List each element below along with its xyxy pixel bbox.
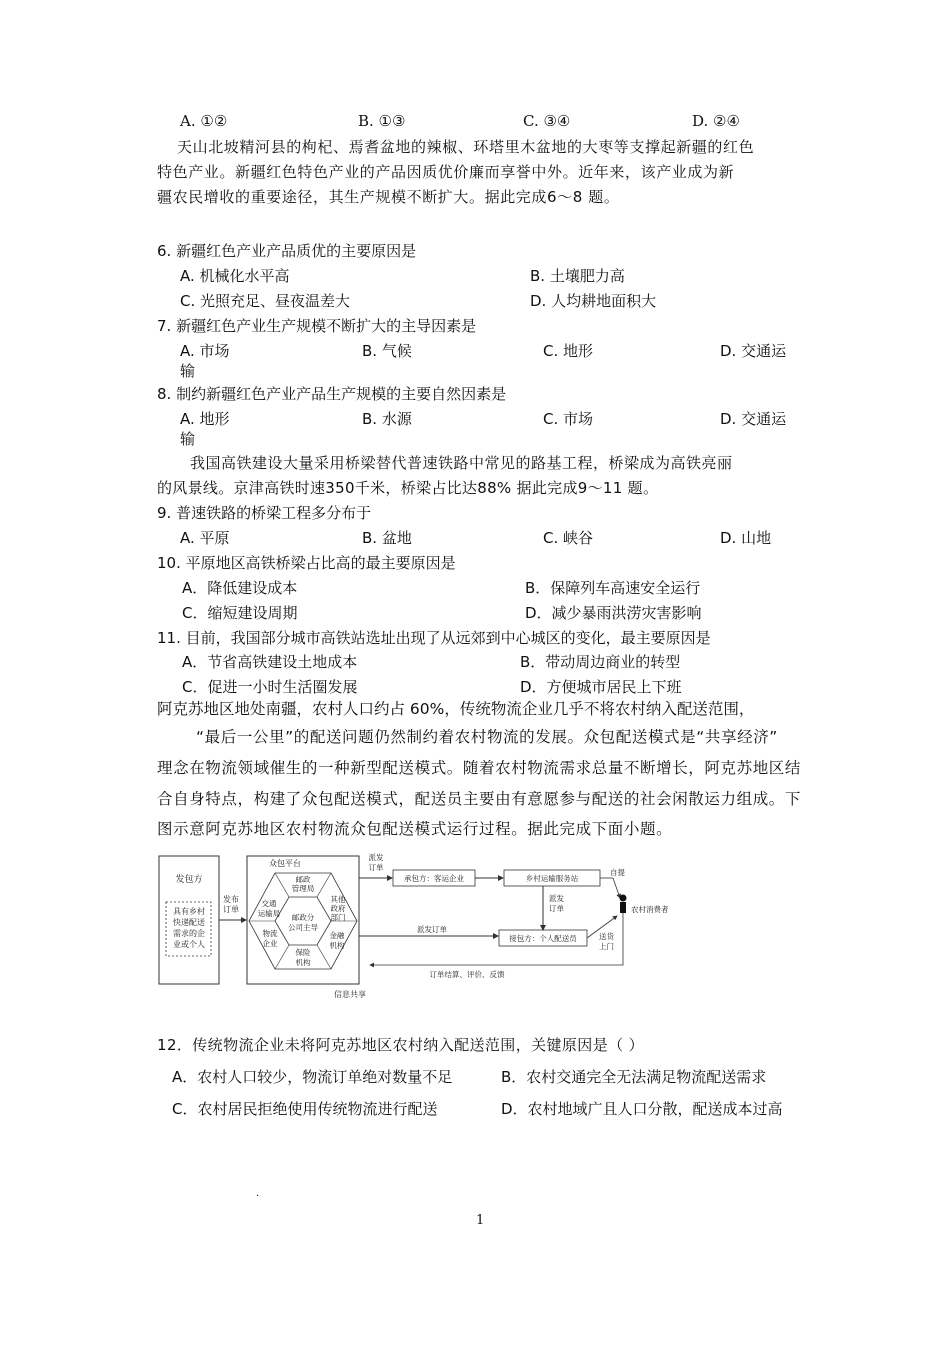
q6-option-d: D. 人均耕地面积大	[530, 292, 657, 310]
feedback-label: 订单结算、评价、反馈	[429, 970, 505, 979]
sender-desc: 需求的企	[173, 929, 205, 938]
q6-stem: 6. 新疆红色产业产品质优的主要原因是	[157, 242, 417, 260]
q9-option-c: C. 峡谷	[543, 529, 594, 547]
transport-bureau: 运输局	[257, 909, 281, 918]
passage3-line: 理念在物流领域催生的一种新型配送模式。随着农村物流需求总量不断增长，阿克苏地区结	[157, 759, 802, 777]
finance: 机构	[329, 941, 345, 950]
transport-bureau: 交通	[261, 899, 277, 908]
q7-option-a: A. 市场	[180, 342, 230, 360]
q12-stem: 12．传统物流企业未将阿克苏地区农村纳入配送范围，关键原因是（ ）	[157, 1036, 645, 1054]
insurance: 保险	[295, 948, 311, 957]
q6-option-b: B. 土壤肥力高	[530, 267, 625, 285]
consumer-icon	[620, 895, 627, 902]
q9-stem: 9. 普速铁路的桥梁工程多分布于	[157, 504, 372, 522]
sender-desc: 具有乡村	[173, 907, 205, 916]
postal-branch: 公司主导	[288, 923, 318, 932]
publish-label: 发布	[223, 895, 239, 904]
consumer-icon-body	[620, 902, 626, 913]
q8-option-a: A. 地形	[180, 410, 230, 428]
q5-option-c: C. ③④	[523, 112, 571, 130]
q9-option-d: D. 山地	[720, 529, 772, 547]
other-gov: 政府	[330, 904, 346, 913]
q12-option-c: C．农村居民拒绝使用传统物流进行配送	[172, 1100, 438, 1118]
q10-stem: 10. 平原地区高铁桥梁占比高的最主要原因是	[157, 554, 456, 572]
postal-mgmt: 管理局	[291, 884, 315, 893]
dispatch-mid-label: 订单	[549, 904, 564, 913]
self-pickup: 自提	[610, 868, 625, 877]
consumer-label: 农村消费者	[631, 905, 669, 914]
q11-option-a: A．节省高铁建设土地成本	[182, 653, 358, 671]
sender-desc: 业或个人	[173, 940, 205, 949]
sender-desc: 快递配送	[173, 918, 205, 927]
passage3-line: 阿克苏地区地处南疆，农村人口约占 60%，传统物流企业几乎不将农村纳入配送范围，	[157, 700, 755, 718]
passage3-line: 合自身特点，构建了众包配送模式，配送员主要由有意愿参与配送的社会闲散运力组成。下	[157, 790, 802, 808]
q8-option-d: D. 交通运	[720, 410, 787, 428]
q7-option-d: D. 交通运	[720, 342, 787, 360]
sender-title: 发包方	[175, 875, 203, 885]
q6-option-c: C. 光照充足、昼夜温差大	[180, 292, 351, 310]
q7-option-d-wrap: 输	[180, 362, 196, 380]
q8-stem: 8. 制约新疆红色产业产品生产规模的主要自然因素是	[157, 385, 507, 403]
passage3-line: “最后一公里”的配送问题仍然制约着农村物流的发展。众包配送模式是“共享经济”	[196, 728, 778, 746]
page-marker: .	[256, 1188, 260, 1199]
finance: 金融	[329, 931, 345, 940]
page-number: 1	[476, 1213, 485, 1228]
door-delivery: 上门	[599, 942, 614, 951]
dispatch-top-label: 派发	[368, 853, 384, 862]
logistics-co: 企业	[262, 939, 278, 948]
postal-mgmt: 邮政	[295, 875, 311, 884]
publish-label: 订单	[223, 905, 239, 914]
q8-option-d-wrap: 输	[180, 430, 196, 448]
dispatch-bottom-label: 派发订单	[417, 925, 447, 934]
postal-branch: 邮政分	[291, 913, 315, 922]
q10-option-a: A．降低建设成本	[182, 579, 298, 597]
passage2-line: 的风景线。京津高铁时速350千米，桥梁占比达88% 据此完成9～11 题。	[157, 479, 659, 497]
platform-title: 众包平台	[269, 859, 301, 868]
q12-option-a: A．农村人口较少，物流订单绝对数量不足	[172, 1068, 453, 1086]
q7-option-b: B. 气候	[362, 342, 412, 360]
q9-option-a: A. 平原	[180, 529, 230, 547]
crowdsourcing-delivery-diagram	[157, 848, 797, 1003]
q10-option-b: B．保障列车高速安全运行	[525, 579, 701, 597]
rural-station: 乡村运输服务站	[525, 874, 579, 883]
passage1-line: 疆农民增收的重要途径，其生产规模不断扩大。据此完成6～8 题。	[157, 188, 620, 206]
passage1-line: 特色产业。新疆红色特色产业的产品因质优价廉而享誉中外。近年来，该产业成为新	[157, 163, 735, 181]
q12-option-b: B．农村交通完全无法满足物流配送需求	[501, 1068, 767, 1086]
q5-option-a: A. ①②	[180, 112, 228, 130]
door-delivery: 送货	[599, 932, 614, 941]
insurance: 机构	[295, 958, 311, 967]
dispatch-top-label: 订单	[368, 863, 384, 872]
contractor-transit: 承包方：客运企业	[404, 874, 464, 883]
info-share: 信息共享	[334, 990, 366, 999]
feedback-arrow	[370, 913, 623, 965]
pickup-arrow	[613, 878, 620, 898]
other-gov: 部门	[330, 913, 346, 922]
q11-option-d: D．方便城市居民上下班	[520, 678, 682, 696]
q5-option-b: B. ①③	[358, 112, 406, 130]
q5-option-d: D. ②④	[692, 112, 740, 130]
q8-option-b: B. 水源	[362, 410, 412, 428]
dispatch-mid-label: 派发	[549, 894, 564, 903]
passage3-line: 图示意阿克苏地区农村物流众包配送模式运行过程。据此完成下面小题。	[157, 820, 673, 838]
q7-option-c: C. 地形	[543, 342, 594, 360]
q11-option-b: B．带动周边商业的转型	[520, 653, 681, 671]
q10-option-c: C．缩短建设周期	[182, 604, 298, 622]
q6-option-a: A. 机械化水平高	[180, 267, 290, 285]
q10-option-d: D．减少暴雨洪涝灾害影响	[525, 604, 702, 622]
q9-option-b: B. 盆地	[362, 529, 412, 547]
passage2-line: 我国高铁建设大量采用桥梁替代普速铁路中常见的路基工程，桥梁成为高铁亮丽	[190, 454, 733, 472]
q8-option-c: C. 市场	[543, 410, 594, 428]
passage1-line: 天山北坡精河县的枸杞、焉耆盆地的辣椒、环塔里木盆地的大枣等支撑起新疆的红色	[177, 138, 755, 156]
q11-option-c: C．促进一小时生活圈发展	[182, 678, 358, 696]
other-gov: 其他	[330, 895, 346, 904]
q7-stem: 7. 新疆红色产业生产规模不断扩大的主导因素是	[157, 317, 477, 335]
logistics-co: 物流	[262, 929, 278, 938]
q12-option-d: D．农村地域广且人口分散，配送成本过高	[501, 1100, 783, 1118]
q11-stem: 11. 目前，我国部分城市高铁站选址出现了从远郊到中心城区的变化，最主要原因是	[157, 629, 711, 647]
contractor-courier: 接包方：个人配送员	[509, 934, 577, 943]
